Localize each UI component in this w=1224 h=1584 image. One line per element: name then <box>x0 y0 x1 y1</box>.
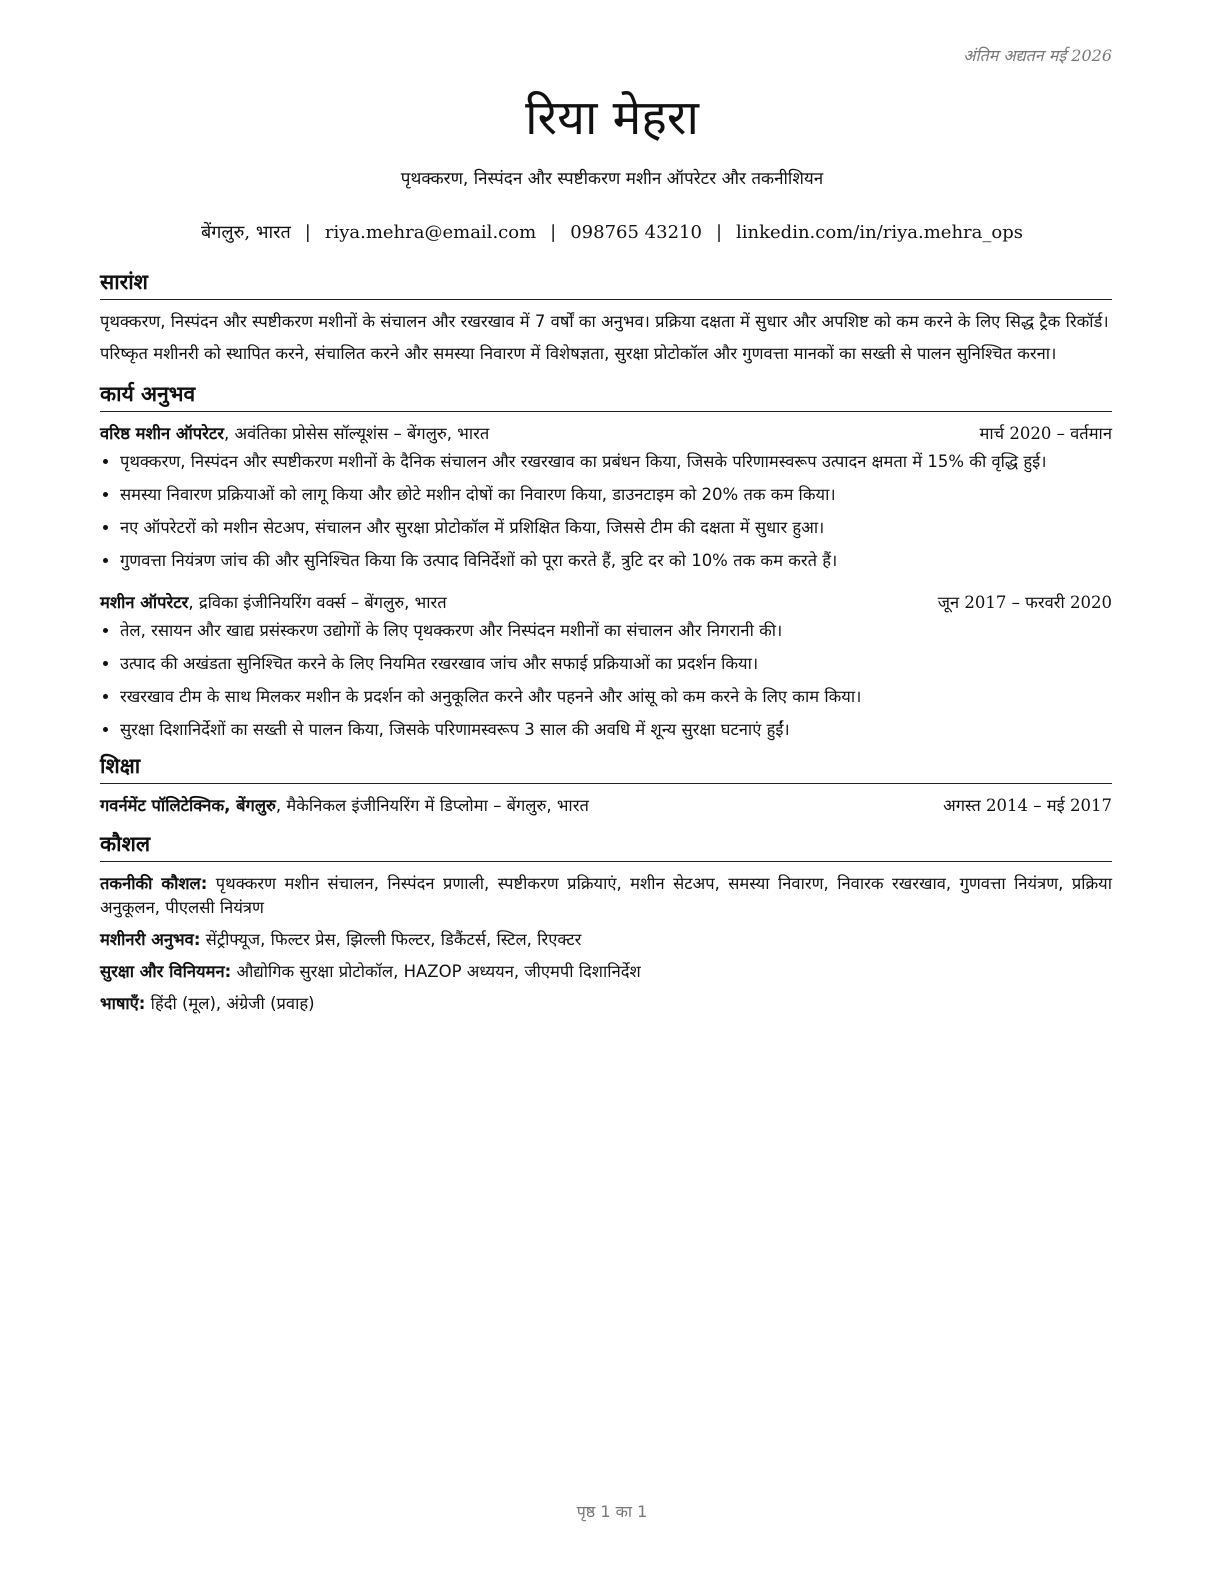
resume-body <box>100 268 1112 1024</box>
job-bullet: • गुणवत्ता नियंत्रण जांच की और सुनिश्चित किया कि उत्पाद विनिर्देशों को पूरा करते हैं, त्रुटि दर को 10% तक कम करते हैं। <box>120 549 1112 573</box>
education-row <box>100 794 1112 818</box>
job-bullet: • रखरखाव टीम के साथ मिलकर मशीन के प्रदर्शन को अनुकूलित करने और पहनने और आंसू को कम करने के लिए काम किया। <box>120 685 1112 709</box>
skill-value: पृथक्करण मशीन संचालन, निस्पंदन प्रणाली, स्पष्टीकरण प्रक्रियाएं, मशीन सेटअप, समस्या निवारण, निवारक रखरखाव, गुणवत्ता नियंत्रण, प्रक्रिया अनुकूलन, पीएलसी नियंत्रण <box>100 874 1112 917</box>
skill-label: सुरक्षा और विनियमन: <box>100 962 232 981</box>
last-updated: अंतिम अद्यतन मई 2026 <box>963 46 1112 65</box>
contact-phone: 098765 43210 <box>570 222 702 243</box>
education-institution: गवर्नमेंट पॉलिटेक्निक, बेंगलुरु <box>100 796 276 815</box>
skill-value: औद्योगिक सुरक्षा प्रोटोकॉल, HAZOP अध्ययन, जीएमपी दिशानिर्देश <box>231 962 641 981</box>
job-bullet: • उत्पाद की अखंडता सुनिश्चित करने के लिए नियमित रखरखाव जांच और सफाई प्रक्रियाओं का प्रदर्शन किया। <box>120 652 1112 676</box>
skill-row <box>100 992 1112 1016</box>
contact-email[interactable]: riya.mehra@email.com <box>324 222 537 243</box>
skill-value: सेंट्रीफ्यूज, फिल्टर प्रेस, झिल्ली फिल्टर, डिकैंटर्स, स्टिल, रिएक्टर <box>200 930 582 949</box>
contact-separator: | <box>304 222 311 243</box>
job-bullets <box>100 450 1112 573</box>
skill-row <box>100 872 1112 920</box>
skill-value: हिंदी (मूल), अंग्रेजी (प्रवाह) <box>145 994 315 1013</box>
job-bullets <box>100 619 1112 742</box>
education-heading: शिक्षा <box>100 752 1112 784</box>
page-number: पृष्ठ 1 का 1 <box>576 1502 648 1521</box>
contact-line <box>0 220 1224 244</box>
headline: पृथक्करण, निस्पंदन और स्पष्टीकरण मशीन ऑपरेटर और तकनीशियन <box>400 169 824 189</box>
job-bullet: • समस्या निवारण प्रक्रियाओं को लागू किया और छोटे मशीन दोषों का निवारण किया, डाउनटाइम को 20% तक कम किया। <box>120 483 1112 507</box>
education-date: अगस्त 2014 – मई 2017 <box>943 796 1112 815</box>
skill-label: मशीनरी अनुभव: <box>100 930 201 949</box>
job-bullet: • तेल, रसायन और खाद्य प्रसंस्करण उद्योगों के लिए पृथक्करण और निस्पंदन मशीनों का संचालन और निगरानी की। <box>120 619 1112 643</box>
contact-separator: | <box>715 222 723 243</box>
job-bullet: • नए ऑपरेटरों को मशीन सेटअप, संचालन और सुरक्षा प्रोटोकॉल में प्रशिक्षित किया, जिससे टीम की दक्षता में सुधार हुआ। <box>120 516 1112 540</box>
skill-row <box>100 928 1112 952</box>
skills-heading: कौशल <box>100 830 1112 862</box>
job-header <box>100 591 1112 615</box>
skill-label: तकनीकी कौशल: <box>100 874 208 893</box>
job-company: , अवंतिका प्रोसेस सॉल्यूशंस – बेंगलुरु, भारत <box>224 424 490 443</box>
skill-label: भाषाएँ: <box>100 994 146 1013</box>
job-title-line <box>100 422 489 446</box>
job-date: मार्च 2020 – वर्तमान <box>979 424 1112 443</box>
job-bullet: • सुरक्षा दिशानिर्देशों का सख्ती से पालन किया, जिसके परिणामस्वरूप 3 साल की अवधि में शून्य सुरक्षा घटनाएं हुईं। <box>120 718 1112 742</box>
contact-linkedin[interactable]: linkedin.com/in/riya.mehra_ops <box>736 222 1023 243</box>
job-title-line <box>100 591 447 615</box>
experience-heading: कार्य अनुभव <box>100 380 1112 412</box>
education-detail: , मैकेनिकल इंजीनियरिंग में डिप्लोमा – बेंगलुरु, भारत <box>275 796 589 815</box>
job-role: वरिष्ठ मशीन ऑपरेटर <box>100 424 224 443</box>
skill-row <box>100 960 1112 984</box>
candidate-name: रिया मेहरा <box>525 90 699 146</box>
education-line <box>100 794 589 818</box>
job-bullet: • पृथक्करण, निस्पंदन और स्पष्टीकरण मशीनों के दैनिक संचालन और रखरखाव का प्रबंधन किया, जिसके परिणामस्वरूप उत्पादन क्षमता में 15% की वृद्धि हुई। <box>120 450 1112 474</box>
job-header <box>100 422 1112 446</box>
contact-separator: | <box>550 222 557 243</box>
summary-paragraph: परिष्कृत मशीनरी को स्थापित करने, संचालित करने और समस्या निवारण में विशेषज्ञता, सुरक्षा प्रोटोकॉल और गुणवत्ता मानकों का सख्ती से पालन सुनिश्चित करना। <box>100 344 1057 363</box>
contact-location: बेंगलुरु, भारत <box>201 222 291 243</box>
job-date: जून 2017 – फरवरी 2020 <box>937 593 1112 612</box>
summary-paragraph: पृथक्करण, निस्पंदन और स्पष्टीकरण मशीनों के संचालन और रखरखाव में 7 वर्षों का अनुभव। प्रक्रिया दक्षता में सुधार और अपशिष्ट को कम करने के लिए सिद्ध ट्रैक रिकॉर्ड। <box>100 312 1109 331</box>
job-role: मशीन ऑपरेटर <box>100 593 189 612</box>
job-company: , द्रविका इंजीनियरिंग वर्क्स – बेंगलुरु, भारत <box>188 593 447 612</box>
summary-heading: सारांश <box>100 268 1112 300</box>
